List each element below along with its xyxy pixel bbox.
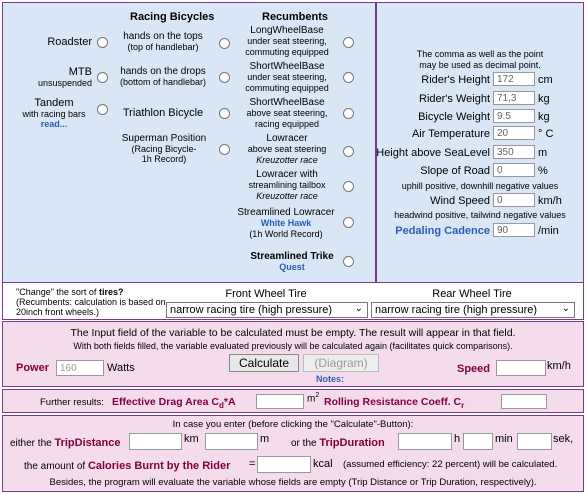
option-swb-under-radio[interactable]: [343, 72, 354, 83]
wind-speed-label: Wind Speed: [430, 195, 490, 207]
option-roadster-radio[interactable]: [97, 37, 108, 48]
option-triathlon-label: Triathlon Bicycle: [122, 107, 204, 119]
either-text: either the: [10, 438, 55, 449]
power-input[interactable]: [56, 360, 104, 376]
decimal-note-l2: may be used as decimal point.: [419, 60, 541, 70]
trip-minutes-input[interactable]: [463, 433, 493, 450]
wind-speed-unit: km/h: [538, 195, 562, 207]
trip-intro: In case you enter (before clicking the "Calculate"-Button):: [172, 419, 414, 430]
trip-distance-label: TripDistance: [54, 437, 121, 449]
lwb-l2: under seat steering,: [247, 36, 327, 46]
air-temperature-input[interactable]: [493, 126, 535, 140]
superman-l1: Superman Position: [121, 133, 207, 144]
drag-area-label: [112, 396, 236, 410]
drag-area-unit: [307, 392, 319, 404]
calculate-button[interactable]: Calculate: [229, 354, 299, 372]
further-results-label: Further results:: [40, 397, 104, 408]
chevron-down-icon: ⌄: [561, 303, 570, 314]
option-tandem-label: [14, 97, 94, 129]
calories-output[interactable]: [257, 456, 311, 473]
drag-unit-sup: 2: [315, 392, 320, 399]
racing-bicycles-header: Racing Bicycles: [130, 11, 215, 23]
slope-note: uphill positive, downhill negative values: [401, 181, 559, 191]
wind-note: headwind positive, tailwind negative values: [394, 210, 566, 220]
chevron-down-icon: ⌄: [354, 303, 363, 314]
option-tailbox-label: [232, 169, 342, 202]
bicycle-weight-unit: kg: [538, 111, 550, 123]
option-quest-label: [244, 251, 340, 273]
option-lwb-label: [232, 25, 342, 58]
rear-tire-value: narrow racing tire (high pressure): [375, 304, 538, 316]
or-the-text: or the: [291, 438, 320, 449]
trip-hours-input[interactable]: [398, 433, 452, 450]
trip-duration-label: TripDuration: [319, 437, 385, 449]
swb-above-l3: racing equipped: [254, 119, 320, 129]
slope-label: Slope of Road: [420, 165, 490, 177]
power-unit: Watts: [107, 362, 135, 374]
hands-tops-l1: hands on the tops: [123, 31, 203, 42]
lwb-l3: commuting equipped: [245, 47, 329, 57]
rolling-resistance-label: [324, 396, 464, 410]
bicycle-weight-label: Bicycle Weight: [418, 111, 490, 123]
tailbox-l1: Lowracer with: [256, 169, 318, 180]
option-hands-drops-label: [108, 66, 218, 87]
trip-m-unit: m: [260, 433, 270, 445]
option-lowracer-label: [232, 133, 342, 166]
rider-weight-label: Rider's Weight: [419, 93, 490, 105]
mtb-title: MTB: [68, 66, 92, 78]
calc-info-1: The Input field of the variable to be calculated must be empty. The result will appear in that field.: [70, 327, 516, 339]
option-triathlon-radio[interactable]: [219, 108, 230, 119]
trip-distance-m-input[interactable]: [205, 433, 258, 450]
rider-weight-input[interactable]: [493, 91, 535, 105]
calories-label: Calories Burnt by the Rider: [87, 460, 231, 472]
whitehawk-l3: (1h World Record): [249, 229, 323, 239]
front-wheel-label: Front Wheel Tire: [225, 288, 307, 300]
drag-area-output[interactable]: [256, 394, 304, 409]
rolling-resistance-output[interactable]: [501, 394, 547, 409]
amount-text: the amount of: [24, 461, 88, 472]
front-tire-value: narrow racing tire (high pressure): [170, 304, 333, 316]
wind-speed-input[interactable]: [493, 193, 535, 207]
option-mtb-radio[interactable]: [97, 72, 108, 83]
option-tandem-radio[interactable]: [97, 104, 108, 115]
superman-l2: (Racing Bicycle-: [131, 144, 197, 154]
besides-note: Besides, the program will evaluate the variable whose fields are empty (Trip Distance or Trip Duration, respectively).: [49, 477, 537, 488]
option-mtb-label: [20, 66, 92, 88]
parameters-panel: [376, 2, 584, 283]
option-lwb-radio[interactable]: [343, 37, 354, 48]
hands-drops-l1: hands on the drops: [120, 66, 206, 77]
speed-unit: km/h: [547, 360, 571, 372]
tandem-sub: with racing bars: [22, 109, 86, 119]
option-swb-above-radio[interactable]: [343, 108, 354, 119]
power-label: Power: [16, 362, 50, 374]
bicycle-weight-input[interactable]: [493, 109, 535, 123]
swb-under-l3: commuting equipped: [245, 83, 329, 93]
drag-area-tail: *A: [223, 396, 236, 408]
option-roadster-label: Roadster: [47, 36, 92, 48]
rider-height-input[interactable]: [493, 72, 535, 86]
speed-label: Speed: [457, 363, 491, 375]
superman-l3: 1h Record): [141, 154, 187, 164]
recumbents-header: Recumbents: [262, 11, 329, 23]
quest-l2: Quest: [279, 262, 305, 272]
option-swb-under-label: [232, 61, 342, 94]
option-hands-tops-radio[interactable]: [219, 38, 230, 49]
lwb-l1: LongWheelBase: [250, 25, 324, 36]
tires-change-prefix: "Change" the sort of: [16, 287, 99, 297]
hands-drops-l2: (bottom of handlebar): [119, 77, 207, 87]
trip-distance-row: [10, 437, 121, 449]
decimal-note-l1: The comma as well as the point: [416, 49, 544, 59]
calories-unit: kcal: [313, 458, 333, 470]
calc-info-2: With both fields filled, the variable evaluated previously will be calculated again (facilitates quick comparisons).: [73, 341, 513, 351]
pedaling-cadence-unit: /min: [538, 225, 559, 237]
air-temperature-label: Air Temperature: [411, 128, 490, 140]
notes-link[interactable]: Notes:: [316, 374, 345, 384]
quest-l1: Streamlined Trike: [250, 251, 334, 262]
rear-tire-select[interactable]: [371, 302, 575, 318]
tires-note: (Recumbents: calculation is based on 20inch front wheels.): [16, 297, 166, 317]
air-temperature-unit: ° C: [538, 128, 554, 140]
option-superman-label: [110, 133, 218, 164]
tires-change-bold: tires?: [98, 287, 124, 297]
option-tailbox-radio[interactable]: [343, 181, 354, 192]
swb-under-l2: under seat steering,: [247, 72, 327, 82]
efficiency-note: (assumed efficiency: 22 percent) will be calculated.: [343, 459, 558, 470]
tires-change-text: [16, 287, 166, 317]
trip-seconds-input[interactable]: [517, 433, 552, 450]
option-hands-tops-label: [108, 31, 218, 52]
sea-level-label: Height above SeaLevel: [376, 147, 490, 159]
pedaling-cadence-label: Pedaling Cadence: [395, 225, 490, 237]
trip-distance-km-input[interactable]: [129, 433, 182, 450]
trip-h-unit: h: [454, 433, 461, 445]
rider-height-label: Rider's Height: [421, 74, 490, 86]
option-hands-drops-radio[interactable]: [219, 72, 230, 83]
swb-above-l2: above seat steering,: [246, 108, 328, 118]
swb-above-l1: ShortWheelBase: [249, 97, 325, 108]
trip-sek-unit: sek,: [553, 433, 574, 445]
slope-input[interactable]: [493, 163, 535, 177]
swb-under-l1: ShortWheelBase: [249, 61, 325, 72]
rolling-sub: r: [461, 401, 465, 411]
rider-weight-unit: kg: [538, 93, 550, 105]
rider-height-unit: cm: [538, 74, 553, 86]
lowracer-l3: Kreuzotter race: [256, 155, 318, 165]
drag-unit-m: m: [307, 393, 316, 405]
rolling-text: Rolling Resistance Coeff. C: [324, 396, 462, 408]
decimal-note: [376, 49, 584, 71]
option-swb-above-label: [232, 97, 342, 130]
option-whitehawk-label: [228, 207, 344, 240]
calories-row: [24, 460, 230, 472]
tandem-read-link[interactable]: read...: [40, 119, 68, 129]
trip-km-unit: km: [184, 433, 199, 445]
hands-tops-l2: (top of handlebar): [127, 42, 199, 52]
lowracer-l2: above seat steering: [247, 144, 327, 154]
mtb-sub: unsuspended: [37, 78, 92, 88]
slope-unit: %: [538, 165, 548, 177]
front-tire-select[interactable]: [166, 302, 368, 318]
tailbox-l3: Kreuzotter race: [256, 191, 318, 201]
option-quest-radio[interactable]: [343, 256, 354, 267]
option-whitehawk-radio[interactable]: [343, 217, 354, 228]
tailbox-l2: streamlining tailbox: [248, 180, 326, 190]
rear-wheel-label: Rear Wheel Tire: [432, 288, 512, 300]
speed-input[interactable]: [496, 360, 546, 376]
drag-area-sub: d: [218, 401, 224, 411]
whitehawk-l2: White Hawk: [260, 218, 312, 228]
tandem-title: Tandem: [34, 97, 74, 109]
lowracer-l1: Lowracer: [266, 133, 308, 144]
pedaling-cadence-input[interactable]: [493, 223, 535, 237]
diagram-button[interactable]: (Diagram): [303, 354, 379, 372]
trip-min-unit: min: [495, 433, 513, 445]
option-lowracer-radio[interactable]: [343, 146, 354, 157]
sea-level-unit: m: [538, 147, 548, 159]
calories-equals: =: [249, 458, 256, 470]
sea-level-input[interactable]: [493, 145, 535, 159]
drag-area-text: Effective Drag Area C: [112, 396, 219, 408]
trip-duration-row: [291, 437, 385, 449]
whitehawk-l1: Streamlined Lowracer: [237, 207, 335, 218]
option-superman-radio[interactable]: [219, 144, 230, 155]
